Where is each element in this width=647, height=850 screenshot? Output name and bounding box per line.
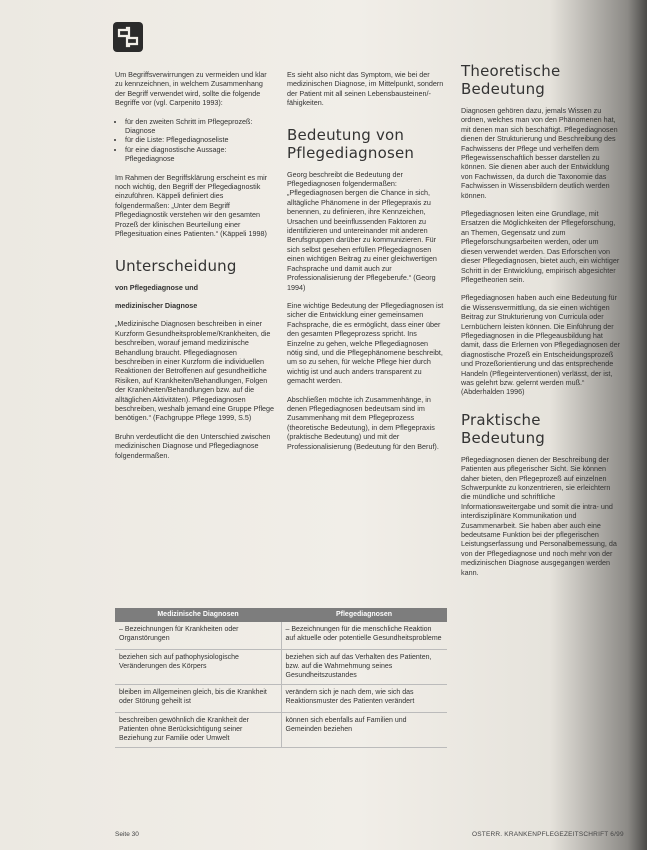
subheading: medizinischer Diagnose [115, 300, 198, 310]
table-row [115, 622, 447, 650]
table-cell: beschreiben gewöhnlich die Krankheit der Patienten ohne Berücksichtigung seiner Beziehung zur Familie oder Umwelt [115, 713, 282, 747]
heading-line: Bedeutung von [287, 125, 405, 144]
table-row [115, 650, 447, 685]
section-heading [287, 126, 445, 162]
table-header [115, 608, 447, 622]
table-row [115, 713, 447, 748]
section-heading: Theoretische Bedeutung [461, 62, 561, 98]
paragraph: Pflegediagnosen haben auch eine Bedeutung für die Wissensvermittlung, da sie einen wichtigen Beitrag zur Strukturierung von Curricula oder Lernbüchern leisten können. Die Einführung der Pflegediagnosen in die Pflegeausbildung hat damit, dass die Erlernen von Pflegediagnosen der diagnostische Prozeß ein Entscheidungsprozeß und Prozeßorientierung und das entsprechende Handeln (Pflegeinterventionen) verlässt, der ist, was gelehrt bzw. gelernt werden muß.“ (Abderhalden 1996) [461, 293, 621, 397]
table-cell: beziehen sich auf pathophysiologische Veränderungen des Körpers [115, 650, 282, 684]
section-heading: Praktische Bedeutung [461, 410, 545, 447]
paragraph: Im Rahmen der Begriffsklärung erscheint es mir noch wichtig, den Begriff der Pflegediagnostik einzuführen. Käppeli definiert dies folgendermaßen: „Unter dem Begriff Pflegediagnostik verstehen wir den gesamten Prozeß der klinischen Beurteilung einer Pflegesituation eines Patienten.“ (Käppeli 1998) [115, 172, 268, 239]
journal-name: OSTERR. KRANKENPFLEGEZEITSCHRIFT 6/99 [472, 831, 624, 838]
section-heading: Unterscheidung [115, 256, 237, 275]
table-cell: – Bezeichnungen für die menschliche Reaktion auf aktuelle oder potentielle Gesundheitsprobleme [285, 626, 442, 642]
list-item: • für die Liste: Pflegediagnoseliste [125, 135, 275, 144]
column-right [461, 62, 621, 586]
column-middle [287, 70, 445, 460]
paragraph: Eine wichtige Bedeutung der Pflegediagnosen ist sicher die Entwicklung einer gemeinsamen Fachsprache, die es ermöglicht, dass einer über den gesamten Pflegeprozess spricht. Ins Einzelne zu gehen, welche Pflegediagnosen nötig sind, und die Pflegephänomene beschreibt, um so zu sehen, für welche Pflege hier durch wichtig ist und auch anders transparent zu gemacht werden. [287, 300, 444, 386]
paragraph: Georg beschreibt die Bedeutung der Pflegediagnosen folgendermaßen: „Pflegediagnosen bergen die Chance in sich, alltägliche Phänomene in der Pflegepraxis zu benennen, zu definieren, ihre Kennzeichen, Ursachen und beeinflussenden Faktoren zu identifizieren und untereinander mit anderen Berufsgruppen darüber zu kommunizieren. Für sich selbst gesehen erfüllen Pflegediagnosen einen wichtigen Beitrag zu einer gleichwertigen Fachsprache und damit auch zur Professionalisierung der Pflegeberufe.“ (Georg 1994) [287, 169, 437, 292]
column-left [115, 70, 275, 469]
table-cell: – Bezeichnungen für Krankheiten oder Organstörungen [115, 622, 282, 649]
paragraph: Abschließen möchte ich Zusammenhänge, in denen Pflegediagnosen bedeutsam sind im Zusammenhang mit dem Pflegeprozess (theoretische Bedeutung), in dem Pflegepraxis (praktische Bedeutung) und mit der Professionalisierung (Bedeutung für den Beruf). [287, 394, 439, 451]
heading-line: Pflegediagnosen [287, 143, 415, 162]
list-item: • für den zweiten Schritt im Pflegeprozeß: Diagnose [125, 117, 275, 136]
page-number: Seite 30 [115, 831, 139, 838]
table-row [115, 685, 447, 713]
comparison-table [115, 608, 447, 748]
table-header-cell: Medizinische Diagnosen [157, 611, 239, 618]
paragraph: Pflegediagnosen dienen der Beschreibung der Patienten aus pflegerischer Sicht. Sie können daher bieten, den Pflegeprozeß auf einzelnen Schwerpunkte zu konzentrieren, sie erleichtern die mündliche und schriftliche Informationsweitergabe und somit die intra- und interdisziplinäre Kommunikation und Zusammenarbeit. Sie haben aber auch eine bedeutsame Funktion bei der pflegerischen Leistungserfassung und Personalbemessung, da von der Pflegediagnose und noch mehr von der medizinischen Diagnose ausgegangen werden kann. [461, 454, 617, 577]
paragraph: Um Begriffsverwirrungen zu vermeiden und klar zu kennzeichnen, in welchem Zusammenhang der Begriff verwendet wird, sollte die folgende Begriffe vor (vgl. Carpenito 1993): [115, 70, 267, 108]
list-item: • für eine diagnostische Aussage: Pflegediagnose [125, 145, 275, 164]
table-header-cell: Pflegediagnosen [335, 611, 392, 618]
table-cell: verändern sich je nach dem, wie sich das Reaktionsmuster des Patienten verändert [285, 689, 415, 705]
table-cell: beziehen sich auf das Verhalten des Patienten, bzw. auf die Wahrnehmung seines Gesundheitszustandes [285, 654, 432, 679]
table-cell: bleiben im Allgemeinen gleich, bis die Krankheit oder Störung geheilt ist [115, 685, 282, 712]
subheading: von Pflegediagnose und [115, 282, 199, 292]
journal-logo-icon [113, 22, 143, 52]
paragraph: „Medizinische Diagnosen beschreiben in einer Kurzform Gesundheitsprobleme/Krankheiten, die beschreiben, worauf jemand medizinische Behandlung braucht. Pflegediagnosen beschreiben in einer Kurzform die individuellen Reaktionen der Betroffenen auf gesundheitliche Risiken, auf Krankheiten/Behandlungen, Folgen der Krankheiten/Behandlungen bzw. auf die alltäglichen Aktivitäten). Pflegediagnosen beschreiben, weshalb jemand eine Gruppe Pflege benötigen.“ (Fachgruppe Pflege 1999, S.5) [115, 319, 275, 423]
paragraph: Diagnosen gehören dazu, jemals Wissen zu ordnen, welches man von den Phänomenen hat, mit denen man sich beschäftigt. Pflegediagnosen dienen der Strukturierung und Beschreibung des Fachwissens der Pflege und verhelfen dem Pflegewissenschaftlich besser darstellen zu können. Sie dienen aber auch der Entwicklung von Fachwissen, da durch die Taxonomie das Fachwissen in Wissensbildern deutlich werden können. [461, 106, 618, 200]
paragraph: Pflegediagnosen leiten eine Grundlage, mit Ersatzen die Möglichkeiten der Pflegeforschung, an Themen, Gegensatz und zum Pflegeforschungsarbeiten werden, oder um diesen verwendet werden. Das Erforschen von dieser Pflegediagnosen, bietet auch, ein wichtiger Schritt in der Entwicklung, empirisch abgesichter Pflegetheorien sein. [461, 209, 620, 284]
bullet-list [115, 117, 275, 164]
paragraph: Bruhn verdeutlicht die den Unterschied zwischen medizinischen Diagnose und Pflegediagnose folgendermaßen. [115, 431, 271, 460]
table-cell: können sich ebenfalls auf Familien und Gemeinden beziehen [285, 717, 407, 733]
paragraph: Es sieht also nicht das Symptom, wie bei der medizinischen Diagnose, im Mittelpunkt, sondern der Patient mit all seinen Lebensbausteinen/-fähigkeiten. [287, 70, 444, 108]
